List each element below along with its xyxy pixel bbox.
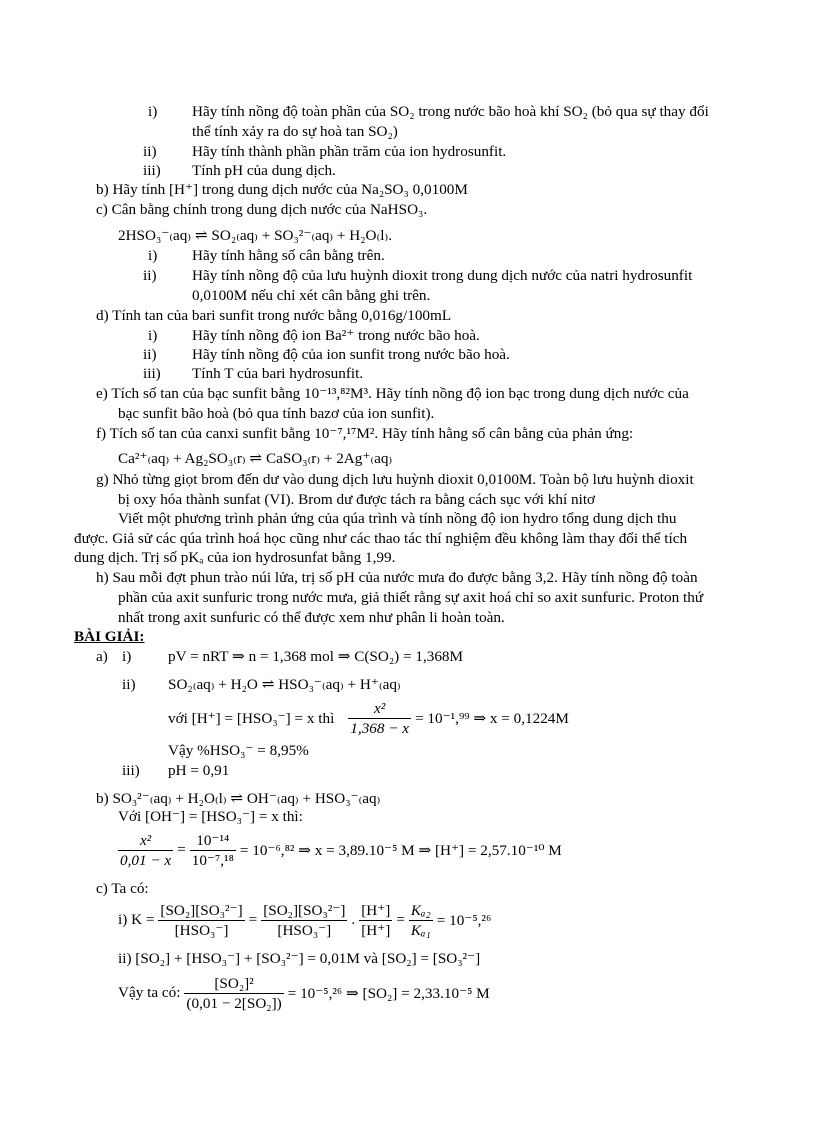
- sol-a-iii-text: pH = 0,91: [168, 762, 230, 779]
- q-c-text: c) Cân bằng chính trong dung dịch nước của NaHSO₃.: [96, 201, 428, 218]
- sol-a-ii-percent: Vậy %HSO₃⁻ = 8,95%: [168, 742, 309, 759]
- sol-c-i-prefix: i) K =: [118, 911, 155, 928]
- fraction-denominator: [HSO₃⁻]: [174, 921, 229, 939]
- q-d-iii-text: Tính T của bari hydrosunfit.: [192, 365, 364, 382]
- q-a-iii-text: Tính pH của dung dịch.: [192, 162, 336, 179]
- sol-c-i-fraction-3: [359, 901, 392, 940]
- fraction-numerator: [SO₂][SO₃²⁻]: [263, 901, 346, 919]
- q-c-i-label: i): [148, 247, 158, 264]
- q-d-i-label: i): [148, 327, 158, 344]
- fraction-numerator: [SO₂]²: [184, 974, 283, 994]
- equals-sign: =: [248, 911, 258, 928]
- sol-a-ii-formula: [168, 694, 569, 742]
- sol-b-result: = 10⁻⁶,⁸² ⇒ x = 3,89.10⁻⁵ M ⇒ [H⁺] = 2,57.10⁻¹⁰ M: [239, 841, 562, 859]
- q-a-ii-text: Hãy tính thành phần phần trăm của ion hydrosunfit.: [192, 143, 507, 160]
- solution-header: BÀI GIẢI:: [74, 628, 145, 645]
- q-a-ii-label: ii): [143, 143, 157, 160]
- sol-c-conclusion-formula: [118, 968, 490, 1018]
- sol-a-ii-result: = 10⁻¹,⁹⁹ ⇒ x = 0,1224M: [415, 709, 569, 727]
- fraction-numerator: 10⁻¹⁴: [190, 831, 236, 851]
- sol-a-iii-label: iii): [122, 762, 140, 779]
- q-c-ii-label: ii): [143, 267, 157, 284]
- q-c-i-text: Hãy tính hằng số cân bằng trên.: [192, 247, 385, 264]
- sol-c-conclusion-result: = 10⁻⁵,²⁶ ⇒ [SO₂] = 2,33.10⁻⁵ M: [287, 984, 490, 1002]
- equals-sign: =: [396, 911, 405, 928]
- fraction-denominator: 1,368 − x: [350, 719, 410, 737]
- sol-c-i-formula: [118, 896, 491, 944]
- sol-b-fraction-2: [190, 831, 236, 870]
- sol-a-ii-equation: SO₂₍aq₎ + H₂O ⇌ HSO₃⁻₍aq₎ + H⁺₍aq₎: [168, 676, 401, 693]
- sol-c-ii-text: ii) [SO₂] + [HSO₃⁻] + [SO₃²⁻] = 0,01M và [SO₂] = [SO₃²⁻]: [118, 950, 481, 967]
- q-h-line3: nhất trong axit sunfuric có thể được xem như phân li hoàn toàn.: [118, 609, 505, 626]
- q-d-text: d) Tính tan của bari sunfit trong nước bằng 0,016g/100mL: [96, 307, 452, 324]
- sol-a-label: a): [96, 648, 108, 665]
- q-d-ii-label: ii): [143, 346, 157, 363]
- q-e-line1: e) Tích số tan của bạc sunfit bằng 10⁻¹³,⁸²M³. Hãy tính nồng độ ion bạc trong dung dịch nước của: [96, 385, 689, 402]
- fraction-numerator: x²: [348, 699, 411, 719]
- q-g-line4: được. Giả sử các qúa trình hoá học cũng như các thao tác thí nghiệm đều không làm thay đổi thể tích: [74, 530, 688, 547]
- fraction-denominator: [H⁺]: [361, 921, 391, 939]
- sol-a-ii-prefix: với [H⁺] = [HSO₃⁻] = x thì: [168, 709, 335, 727]
- fraction-numerator: [H⁺]: [361, 901, 391, 919]
- q-d-iii-label: iii): [143, 365, 161, 382]
- sol-c-conclusion-fraction: [184, 974, 283, 1013]
- sol-c-conclusion-prefix: Vậy ta có:: [118, 984, 181, 1001]
- q-f-line1: f) Tích số tan của canxi sunfit bằng 10⁻⁷,¹⁷M². Hãy tính hằng số cân bằng của phản ứng:: [96, 425, 634, 442]
- sol-a-ii-fraction: [348, 699, 411, 738]
- sol-a-i-label: i): [122, 648, 132, 665]
- q-g-line5: dung dịch. Trị số pKₐ của ion hydrosunfat bằng 1,99.: [74, 549, 396, 566]
- q-c-ii-line1: Hãy tính nồng độ của lưu huỳnh dioxit trong dung dịch nước của natri hydrosunfit: [192, 267, 693, 284]
- sol-b-with: Với [OH⁻] = [HSO₃⁻] = x thì:: [118, 808, 303, 825]
- fraction-denominator: 10⁻⁷,¹⁸: [191, 851, 234, 869]
- fraction-denominator: [HSO₃⁻]: [277, 921, 332, 939]
- sol-a-i-text: pV = nRT ⇒ n = 1,368 mol ⇒ C(SO₂) = 1,368M: [168, 648, 464, 665]
- fraction-denominator: 0,01 − x: [120, 851, 172, 869]
- q-g-line2: bị oxy hóa thành sunfat (VI). Brom dư được tách ra bằng cách sục với khí nitơ: [118, 491, 596, 508]
- fraction-numerator: Kₐ₂: [410, 901, 431, 919]
- fraction-numerator: x²: [118, 831, 173, 851]
- q-f-equation: Ca²⁺₍aq₎ + Ag₂SO₃₍r₎ ⇌ CaSO₃₍r₎ + 2Ag⁺₍aq₎: [118, 450, 393, 467]
- q-c-ii-line2: 0,0100M nếu chỉ xét cân bằng ghi trên.: [192, 287, 431, 304]
- q-a-iii-label: iii): [143, 162, 161, 179]
- sol-c-i-fraction-4: [409, 901, 433, 940]
- q-a-i-line1: Hãy tính nồng độ toàn phần của SO₂ trong nước bão hoà khí SO₂ (bỏ qua sự thay đổi: [192, 103, 709, 120]
- q-g-line3: Viết một phương trình phản ứng của qúa trình và tính nồng độ ion hydro tổng dung dịch thu: [118, 510, 677, 527]
- q-d-i-text: Hãy tính nồng độ ion Ba²⁺ trong nước bão hoà.: [192, 327, 480, 344]
- q-d-ii-text: Hãy tính nồng độ của ion sunfit trong nước bão hoà.: [192, 346, 510, 363]
- equals-sign: =: [177, 841, 186, 858]
- sol-b-formula: [116, 826, 562, 874]
- sol-c-i-result: = 10⁻⁵,²⁶: [436, 911, 492, 929]
- q-a-i-line2: thể tính xảy ra do sự hoà tan SO₂): [192, 123, 398, 140]
- sol-b-fraction-1: [118, 831, 173, 870]
- dot-operator: .: [351, 911, 356, 928]
- sol-b-equation: b) SO₃²⁻₍aq₎ + H₂O₍l₎ ⇌ OH⁻₍aq₎ + HSO₃⁻₍aq₎: [96, 790, 381, 807]
- sol-c-label: c) Ta có:: [96, 880, 149, 897]
- q-g-line1: g) Nhỏ từng giọt brom đến dư vào dung dịch lưu huỳnh dioxit 0,0100M. Toàn bộ lưu huỳnh dioxit: [96, 471, 694, 488]
- q-h-line2: phần của axit sunfuric trong nước mưa, giả thiết rằng sự axit hoá chỉ so axit sunfuric. Proton thứ: [118, 589, 704, 606]
- q-b-text: b) Hãy tính [H⁺] trong dung dịch nước của Na₂SO₃ 0,0100M: [96, 181, 468, 198]
- fraction-numerator: [SO₂][SO₃²⁻]: [160, 901, 243, 919]
- q-h-line1: h) Sau mỗi đợt phun trào núi lửa, trị số pH của nước mưa đo được bằng 3,2. Hãy tính nồng độ toàn: [96, 569, 698, 586]
- fraction-denominator: Kₐ₁: [410, 921, 431, 939]
- q-a-i-label: i): [148, 103, 158, 120]
- q-e-line2: bạc sunfit bão hoà (bỏ qua tính bazơ của ion sunfit).: [118, 405, 435, 422]
- q-c-equation: 2HSO₃⁻₍aq₎ ⇌ SO₂₍aq₎ + SO₃²⁻₍aq₎ + H₂O₍l₎.: [118, 227, 393, 244]
- sol-c-i-fraction-2: [261, 901, 347, 940]
- sol-c-i-fraction-1: [158, 901, 244, 940]
- sol-a-ii-label: ii): [122, 676, 136, 693]
- fraction-denominator: (0,01 − 2[SO₂]): [186, 994, 282, 1012]
